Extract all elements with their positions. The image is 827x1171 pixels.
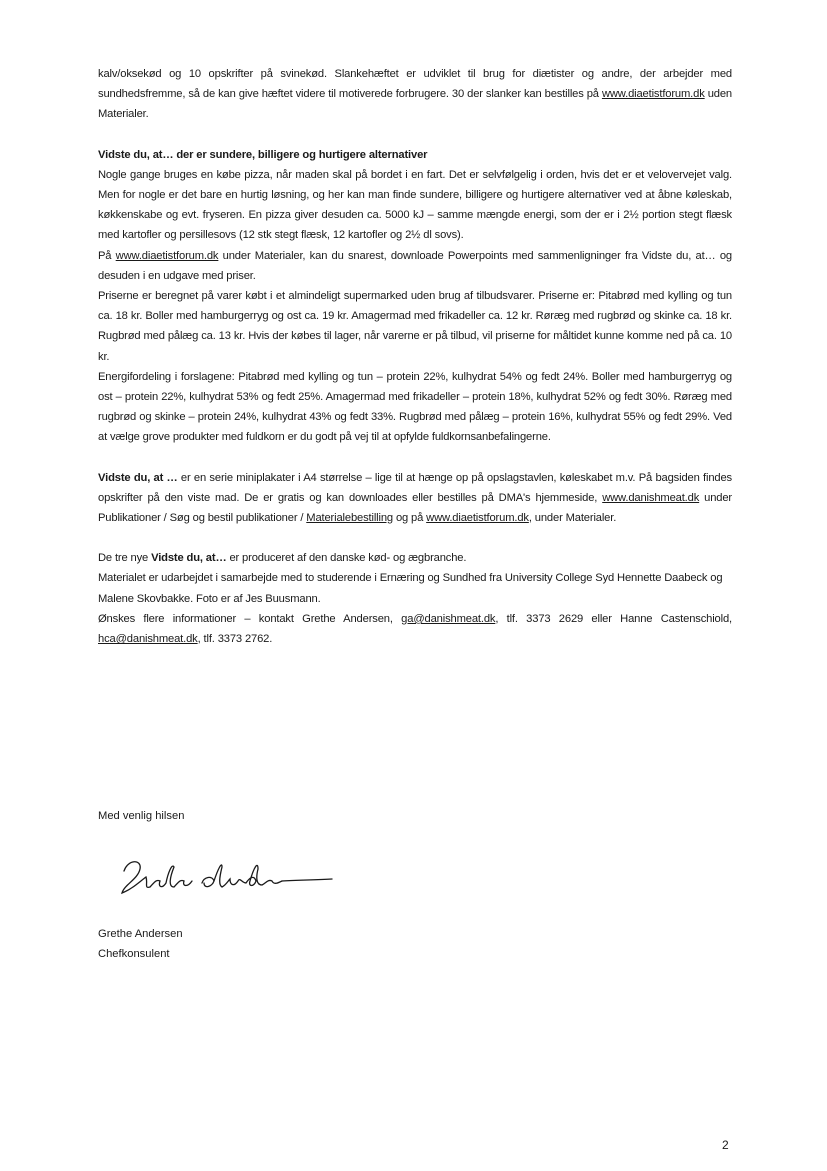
contact-text-end: , tlf. 3373 2762. <box>197 633 273 646</box>
diaetistforum-link[interactable]: www.diaetistforum.dk <box>601 88 705 101</box>
email-link-hca[interactable]: hca@danishmeat.dk <box>98 633 198 646</box>
diaetistforum-link[interactable]: www.diaetistforum.dk <box>426 512 529 525</box>
email-link-ga[interactable]: ga@danishmeat.dk <box>401 612 496 625</box>
energy-paragraph: Energifordeling i forslagene: Pitabrød med kylling og tun – protein 22%, kulhydrat 54% og fedt 24%. Boller med hamburgerryg og ost – protein 22%, kulhydrat 53% og fedt 25%. Amagermad med frikadeller – protein 18%, kulhydrat 52% og fedt 30%. Røræg med rugbrød og skinke – protein 24%, kulhydrat 43% og fedt 33%. Rugbrød med pålæg – protein 16%, kulhydrat 55% og fedt 29%. Ved at vælge grove produkter med fuldkorn er du godt på vej til at opfylde fuldkornsanbefalingerne. <box>98 370 732 444</box>
powerpoint-paragraph <box>98 246 732 286</box>
producer-text-end: er produceret af den danske kød- og ægbranche. <box>226 552 467 565</box>
danishmeat-link[interactable]: www.danishmeat.dk <box>602 491 700 504</box>
intro-text-end: uden Materialer. <box>98 88 732 121</box>
producer-text: De tre nye <box>98 552 152 565</box>
poster-text-mid: under Publikationer / Søg og bestil publikationer / <box>98 491 732 525</box>
handwritten-signature <box>118 853 338 903</box>
powerpoint-text-end: under Materialer, kan du snarest, downloade Powerpoints med sammenligninger fra Vidste du, at… og desuden i en udgave med priser. <box>98 249 732 282</box>
closing-greeting: Med venlig hilsen <box>98 810 185 822</box>
letter-body <box>98 64 732 649</box>
contact-text-mid: , tlf. 3373 2629 eller Hanne Castenschiold, <box>495 612 732 625</box>
collaboration-paragraph: Materialet er udarbejdet i samarbejde med to studerende i Ernæring og Sundhed fra University College Syd Hennette Daabeck og Malene Skovbakke. Foto er af Jes Buusmann. <box>98 572 723 605</box>
poster-text-end: , under Materialer. <box>528 512 617 525</box>
prices-paragraph: Priserne er beregnet på varer købt i et almindeligt supermarked uden brug af tilbudsvarer. Priserne er: Pitabrød med kylling og tun ca. 18 kr. Boller med hamburgerryg og ost ca. 19 kr. Amagermad med frikadeller ca. 12 kr. Røræg med rugbrød og skinke ca. 18 kr. Rugbrød med pålæg ca. 13 kr. Hvis der købes til lager, når varerne er på tilbud, vil priserne for måltidet kunne komme ned på ca. 10 kr. <box>98 290 732 363</box>
section-heading: Vidste du, at… der er sundere, billigere og hurtigere alternativer <box>98 148 428 161</box>
intro-paragraph <box>98 64 732 125</box>
powerpoint-text: På <box>98 249 116 262</box>
producer-bold: Vidste du, at… <box>151 552 227 565</box>
diaetistforum-link[interactable]: www.diaetistforum.dk <box>115 249 219 262</box>
poster-text: er en serie miniplakater i A4 størrelse – lige til at hænge op på opslagstavlen, køleskabet m.v. På bagsiden findes opskrifter på den viste mad. De er gratis og kan downloades eller bestilles på DMA's hjemmeside, <box>98 471 732 504</box>
contact-text: Ønskes flere informationer – kontakt Grethe Andersen, <box>98 612 402 625</box>
pizza-paragraph: Nogle gange bruges en købe pizza, når maden skal på bordet i en fart. Det er selvfølgelig i orden, hvis det er et velovervejet valg. Men for nogle er det bare en hurtig løsning, og her kan man finde sundere, billigere og hurtigere alternativer ved at åbne køleskab, køkkenskabe og evt. fryseren. En pizza giver desuden ca. 5000 kJ – samme mængde energi, som der er i 2½ portion stegt flæsk med kartofler og persillesovs (12 stk stegt flæsk, 12 kartofler og 2½ dl sovs). <box>98 168 732 242</box>
page-number: 2 <box>722 1138 729 1152</box>
producer-line <box>98 548 732 568</box>
signer-name: Grethe Andersen <box>98 928 183 940</box>
poster-lead: Vidste du, at … <box>98 471 178 484</box>
materialebestilling-link[interactable]: Materialebestilling <box>306 512 393 525</box>
poster-paragraph <box>98 468 732 529</box>
intro-text: kalv/oksekød og 10 opskrifter på svinekød. Slankehæftet er udviklet til brug for diætister og andre, der arbejder med sundhedsfremme, så de kan give hæftet videre til motiverede forbrugere. 30 der slanker kan bestilles på <box>98 68 732 101</box>
signer-block <box>98 924 183 964</box>
contact-paragraph <box>98 609 732 649</box>
signer-title: Chefkonsulent <box>98 948 170 961</box>
poster-text-mid2: og på <box>392 512 427 525</box>
